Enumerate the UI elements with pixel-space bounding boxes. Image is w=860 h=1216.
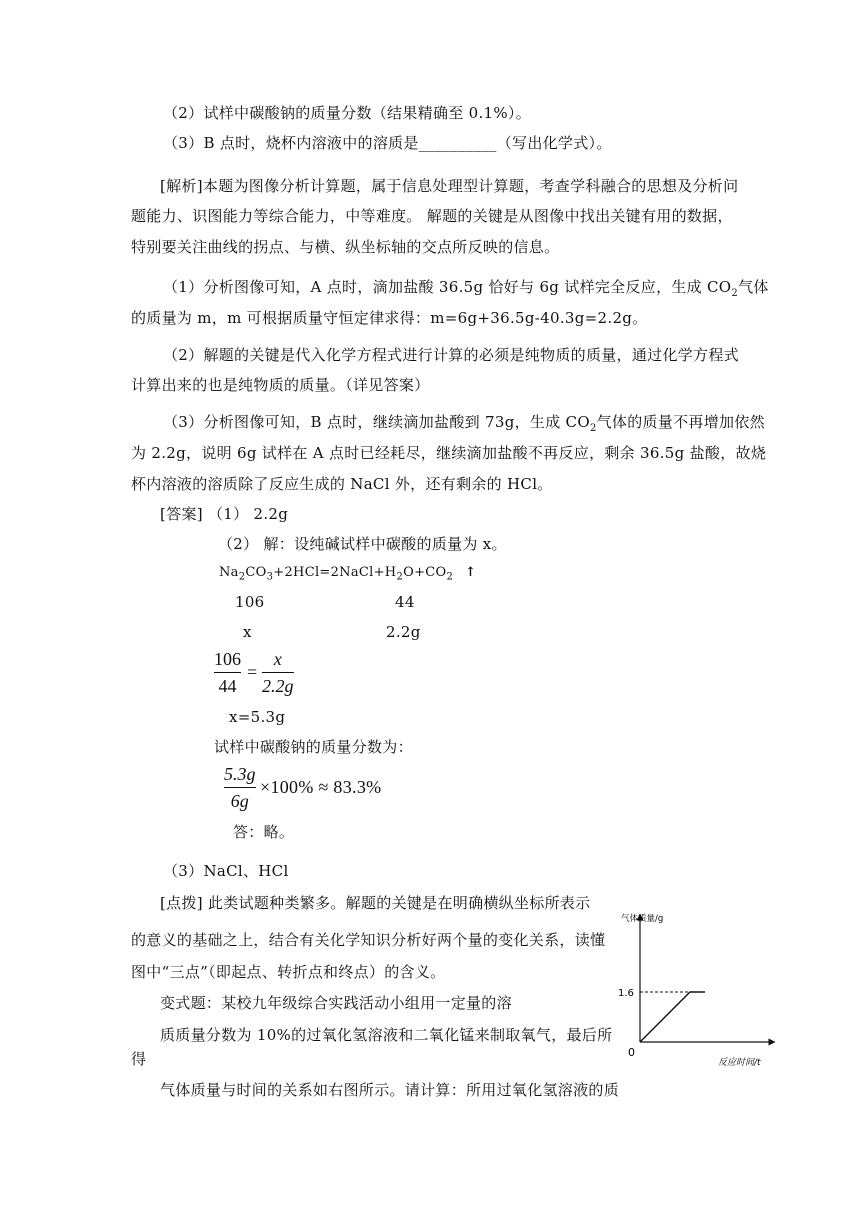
variant-line-4: 气体质量与时间的关系如右图所示。请计算：所用过氧化氢溶液的质 [160,1081,620,1099]
tip-line-2: 的意义的基础之上，结合有关化学知识分析好两个量的变化关系，读懂 [131,931,606,949]
analysis-part3-line-2: 为 2.2g，说明 6g 试样在 A 点时已经耗尽，继续滴加盐酸不再反应，剩余 36.5g 盐酸，故烧 [131,444,767,462]
analysis-part1-line-2: 的质量为 m，m 可根据质量守恒定律求得：m=6g+36.5g-40.3g=2.2g。 [131,309,648,327]
proportion-left-fraction: 106 44 [214,649,241,696]
mass-fraction-label: 试样中碳酸钠的质量分数为： [214,738,413,756]
answer-part-3: （3）NaCl、HCl [163,862,289,880]
origin-label: 0 [628,1046,635,1059]
tip-line-3: 图中“三点”（即起点、转折点和终点）的含义。 [131,963,446,981]
question-3: （3）B 点时，烧杯内溶液中的溶质是__________（写出化学式）。 [163,134,612,152]
answer-part-1: [答案] （1） 2.2g [160,505,289,523]
co2-mass: 2.2g [386,623,421,641]
analysis-line-2: 题能力、识图能力等综合能力，中等难度。 解题的关键是从图像中找出关键有用的数据， [131,207,733,225]
molar-mass-na2co3: 106 [235,593,265,611]
analysis-part3-line-1: （3）分析图像可知，B 点时，继续滴加盐酸到 73g，生成 $CO_2$气体的质量不再增加依然 [163,413,765,434]
analysis-part2-line-2: 计算出来的也是纯物质的质量。（详见答案） [131,376,430,394]
analysis-line-1: [解析]本题为图像分析计算题，属于信息处理型计算题，考查学科融合的思想及分析问 [160,177,739,195]
y-tick-label: 1.6 [618,988,634,999]
tip-line-1: [点拨] 此类试题种类繁多。解题的关键是在明确横纵坐标所表示 [160,894,591,912]
x-result: x=5.3g [229,708,286,726]
mass-fraction-result: ×100% ≈ 83.3% [260,777,382,797]
analysis-line-3: 特别要关注曲线的拐点、与横、纵坐标轴的交点所反映的信息。 [131,238,560,256]
unknown-mass-x: x [243,623,252,641]
y-axis-label: 气体质量/g [621,914,664,924]
analysis-part3-line-3: 杯内溶液的溶质除了反应生成的 NaCl 外，还有剩余的 HCl。 [131,475,553,493]
analysis-part2-line-1: （2）解题的关键是代入化学方程式进行计算的必须是纯物质的质量，通过化学方程式 [163,346,739,364]
gas-mass-time-chart [612,905,782,1075]
x-axis-label: 反应时间/t [718,1058,761,1068]
question-2: （2）试样中碳酸钠的质量分数（结果精确至 0.1%）。 [163,104,532,122]
proportion-right-fraction: x 2.2g [262,649,294,696]
proportion-equals: = [247,662,258,682]
answer-brief: 答：略。 [233,823,295,841]
variant-line-1: 变式题：某校九年级综合实践活动小组用一定量的溶 [160,994,512,1012]
answer-part-2-intro: （2） 解：设纯碱试样中碳酸的质量为 x。 [218,535,507,553]
variant-line-2: 质质量分数为 10%的过氧化氢溶液和二氧化锰来制取氧气，最后所 [160,1026,613,1044]
analysis-part1-line-1: （1）分析图像可知，A 点时，滴加盐酸 36.5g 恰好与 6g 试样完全反应，生成 $CO_2$气体 [163,278,769,299]
series-line [640,992,705,1042]
chemical-equation: $Na_2CO_3+2HCl=2NaCl+H_2O+CO_2$ ↑ [219,565,477,583]
mass-fraction-fraction: 5.3g 6g [224,764,256,811]
molar-mass-co2: 44 [395,593,415,611]
variant-line-3: 得 [131,1050,147,1068]
